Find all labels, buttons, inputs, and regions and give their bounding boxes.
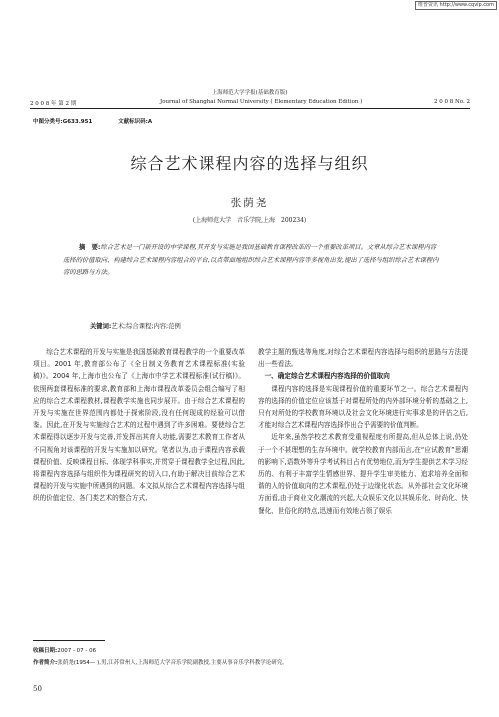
author-bio-label: 作者简介: [33,660,58,666]
section-heading: 一、确定综合艺术课程内容选择的价值取向 [264,372,390,381]
keywords-text: 艺术;综合课程;内容;范例 [111,323,181,330]
keywords [90,321,181,330]
issue-right: 2 0 0 8 No. 2 [433,99,470,105]
article-author: 张荫尧 [230,197,269,209]
footnote-divider [33,640,105,641]
received-label: 收稿日期: [33,648,58,654]
abstract-label: 摘 要: [79,244,101,251]
author-affiliation: (上海师范大学 音乐学院,上海 200234) [192,217,307,224]
body-paragraph: 教学主题的甄选等角度,对综合艺术课程内容选择与组织的思路与方法提出一些看法。 [258,348,468,369]
issue-left: 2 0 0 8 年 第 2 期 [30,101,77,107]
body-column-left [33,346,245,505]
doc-code-value: A [147,119,153,125]
body-paragraph: 课程内容的选择是实现课程价值的重要环节之一。综合艺术课程内容的选择的价值定位应该基于对课程所处的内外部环境分析的基础之上,只有对所处的学校教育环境以及社会文化环境进行实事求是的评估之后,才能对综合艺术课程内容选择作出合乎需要的价值判断。 [258,384,468,430]
page-number: 50 [33,685,42,693]
clc-value: G633.951 [62,119,93,125]
classification-line [33,117,152,125]
footnote-author [33,658,288,666]
footnote-received [33,646,96,654]
doc-code-label: 文献标识码: [118,119,148,125]
body-paragraph: 近年来,虽然学校艺术教育受重视程度有所提高,但从总体上说,仍处于一个不甚理想的生存环境中。就学校教育内部而言,在“应试教育”思潮的影响下,语数外等升学考试科目占有优势地位,而为学生提供艺术学习经历的、有利于丰富学生情感世界、提升学生审美能力、追求培养全面和谐的人的价值取向的艺术课程,仍处于边缘化状态。从外部社会文化环境方面看,由于商业文化潮流的兴起,大众娱乐文化以其娱乐化、时尚化、快餐化、世俗化的特点,迅速而有效地占领了娱乐 [258,433,468,515]
keywords-label: 关键词: [90,323,112,330]
abstract [63,242,439,280]
author-bio-value: 张荫尧(1954— ),男,江苏常州人,上海师范大学音乐学院副教授,主要从事音乐学科教学论研究。 [57,660,288,666]
header-divider [30,108,470,109]
journal-english-name: Journal of Shanghai Normal University ( Elementary Education Edition ) [160,99,363,105]
source-stamp: 维普资讯 http://www.cqvip.com [415,1,497,10]
journal-university-header: 上海师范大学学报(基础教育版) [211,90,288,96]
article-title: 综合艺术课程内容的选择与组织 [130,154,369,173]
clc-label: 中图分类号: [33,119,63,125]
abstract-text: 综合艺术是一门新开设的中学课程,其开发与实施是我国基础教育课程改革的一个重要改革项目。文章从综合艺术课程内容选择的价值取向、构建综合艺术课程内容组合的平台,以点带面地组织综合艺术课程内容等多视角出发,提出了选择与组织综合艺术课程内容的思路与方法。 [63,244,439,276]
received-value: 2007 - 07 - 06 [57,648,97,654]
body-paragraph: 综合艺术课程的开发与实施是我国基础教育课程教学的一个重要改革项目。2001 年,教育部公布了《全日制义务教育艺术课程标准(实验稿)》。2004 年,上海市也公布了《上海市中学艺术课程标准(试行稿)》。依照两套课程标准的要求,教育部和上海市课程改革委员会组合编写了相应的综合艺术课程教材,课程教学实施也同步展开。由于综合艺术课程的开发与实施在世界范围内都处于探索阶段,没有任何现成的经验可以借鉴。因此,在开发与实施综合艺术的过程中遇到了许多困难。要使综合艺术课程得以逐步开发与完善,并发挥出其育人功能,需要艺术教育工作者从不同视角对该课程的开发与实施加以研究。笔者以为,由于课程内容承载课程价值、反映课程目标、体现学科事实,并贯穿于课程教学全过程,因此,将课程内容选择与组织作为课程研究的切入口,有助于解决目前综合艺术课程的开发与实施中所遇到的问题。本文拟从综合艺术课程内容选择与组织的价值定位、各门类艺术的整合方式、 [33,348,245,503]
body-column-right [258,346,468,517]
